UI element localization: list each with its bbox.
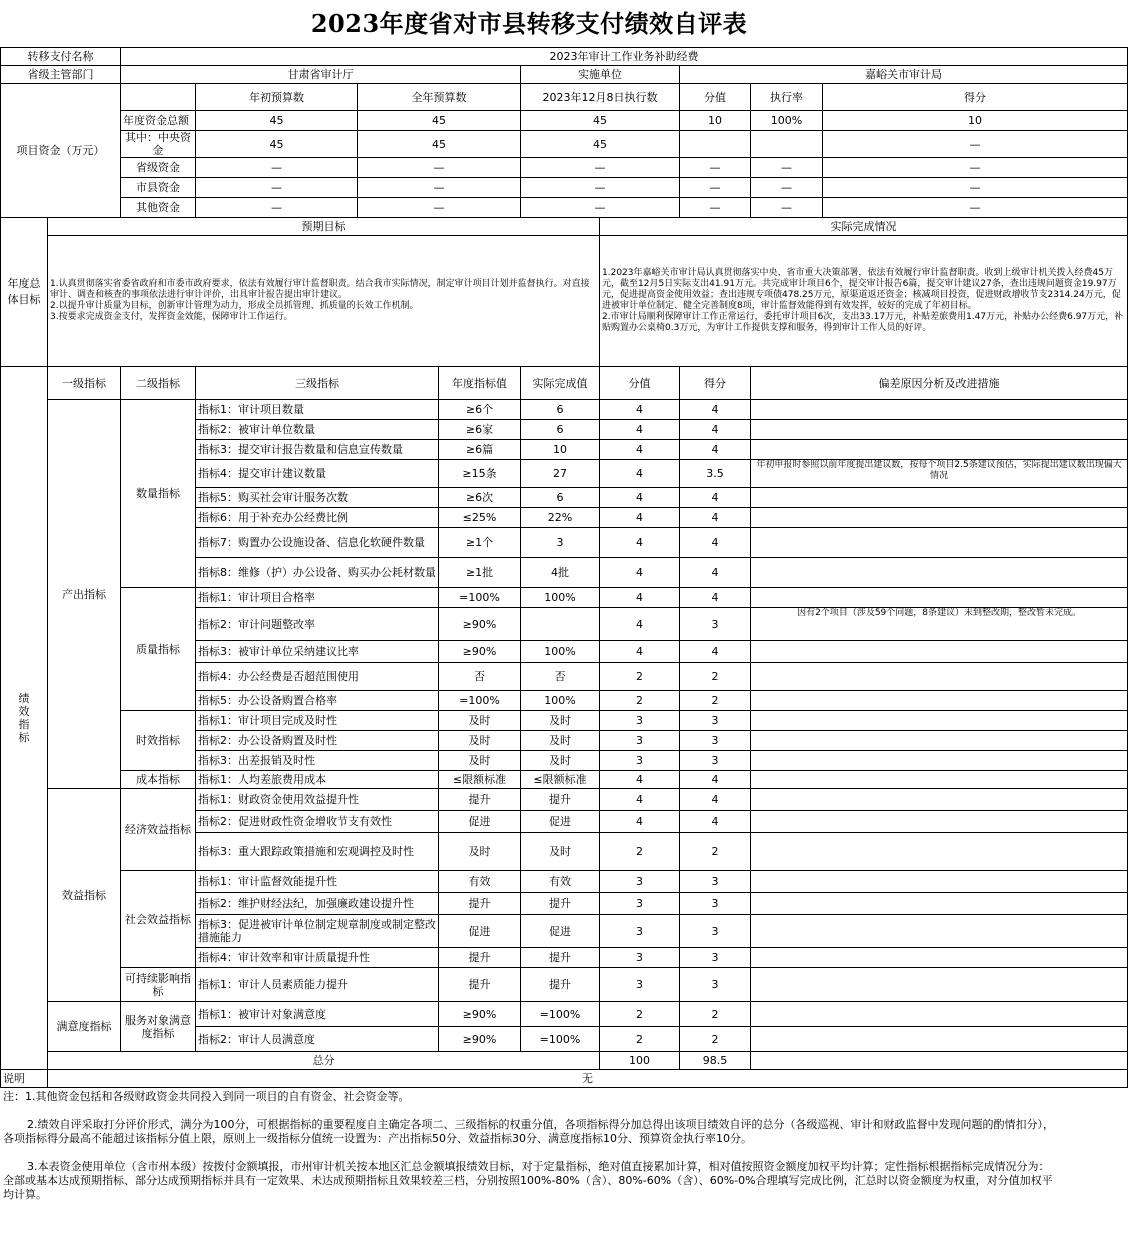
score-value: 4 — [680, 400, 751, 420]
actual-value: 100% — [521, 588, 600, 608]
funds-cell: 100% — [751, 111, 823, 131]
perf-col-header: 三级指标 — [196, 367, 439, 400]
note-line: 注：1.其他资金包括和各级财政资金共同投入到同一项目的自有资金、社会资金等。 — [3, 1090, 410, 1103]
score-value: 3 — [680, 871, 751, 893]
deviation-note — [751, 833, 1128, 871]
level3-indicator: 指标1：审计监督效能提升性 — [196, 871, 439, 893]
level3-indicator: 指标1：财政资金使用效益提升性 — [196, 789, 439, 811]
level2-indicator: 时效指标 — [121, 711, 196, 771]
perf-col-header: 实际完成值 — [521, 367, 600, 400]
indicator-row — [1, 588, 1128, 608]
perf-col-header: 一级指标 — [48, 367, 121, 400]
expected-goal-line: 2.以提升审计质量为目标，创新审计管理为动力，形成全员抓管理、抓质量的长效工作机制。 — [50, 301, 419, 311]
deviation-note — [751, 528, 1128, 558]
level3-indicator: 指标3：提交审计报告数量和信息宣传数量 — [196, 440, 439, 460]
actual-value: =100% — [521, 1027, 600, 1052]
target-value: 及时 — [439, 833, 521, 871]
program-value: 2023年审计工作业务补助经费 — [121, 48, 1128, 66]
target-value: 促进 — [439, 811, 521, 833]
funds-cell: 10 — [823, 111, 1128, 131]
actual-value: 4批 — [521, 558, 600, 588]
actual-value: 提升 — [521, 948, 600, 968]
level3-indicator: 指标6：用于补充办公经费比例 — [196, 508, 439, 528]
deviation-note: 因有2个项目（涉及59个问题，8条建议）未到整改期，整改暂未完成。 — [751, 608, 1128, 641]
deviation-note — [751, 871, 1128, 893]
funds-cell: — — [196, 178, 358, 198]
actual-value: ≤限额标准 — [521, 771, 600, 789]
dept-row — [1, 66, 1128, 84]
target-value: ≥6次 — [439, 488, 521, 508]
perf-label-text: 绩效指标 — [18, 692, 30, 744]
weight-value: 2 — [600, 663, 680, 691]
funds-col: 分值 — [680, 84, 751, 111]
perf-label — [1, 367, 48, 1070]
target-value: 及时 — [439, 751, 521, 771]
level3-indicator: 指标1：审计人员素质能力提升 — [196, 968, 439, 1002]
funds-cell: — — [751, 158, 823, 178]
level2-indicator: 经济效益指标 — [121, 789, 196, 871]
actual-value: 及时 — [521, 711, 600, 731]
score-value: 4 — [680, 588, 751, 608]
score-value: 2 — [680, 663, 751, 691]
funds-col: 执行率 — [751, 84, 823, 111]
deviation-note — [751, 731, 1128, 751]
level3-indicator: 指标4：审计效率和审计质量提升性 — [196, 948, 439, 968]
funds-cell: — — [823, 158, 1128, 178]
deviation-note — [751, 488, 1128, 508]
score-value: 3.5 — [680, 460, 751, 488]
notes-section — [0, 1088, 1058, 1204]
goals-header-row — [1, 218, 1128, 236]
note-line: 2.绩效自评采取打分评价形式，满分为100分，可根据指标的重要程度自主确定各项二、三级指标的权重分值，各项指标得分加总得出该项目绩效自评的总分（各级巡视、审计和财政监督中发现问题的酌情扣分），各项指标得分最高不能超过该指标分值上限，原则上一级指标分值统一设置为：产出指标50分、效益指标30分、满意度指标10分、预算资金执行率10分。 — [3, 1118, 1054, 1145]
funds-row — [1, 178, 1128, 198]
weight-value: 2 — [600, 833, 680, 871]
perf-col-header: 得分 — [680, 367, 751, 400]
level3-indicator: 指标7：购置办公设施设备、信息化软硬件数量 — [196, 528, 439, 558]
level3-indicator: 指标3：出差报销及时性 — [196, 751, 439, 771]
level3-indicator: 指标1：被审计对象满意度 — [196, 1002, 439, 1027]
level3-indicator: 指标2：审计人员满意度 — [196, 1027, 439, 1052]
target-value: 促进 — [439, 915, 521, 948]
score-value: 4 — [680, 508, 751, 528]
level3-indicator: 指标1：审计项目数量 — [196, 400, 439, 420]
deviation-note — [751, 811, 1128, 833]
actual-value: 提升 — [521, 893, 600, 915]
funds-cell: 10 — [680, 111, 751, 131]
score-value: 3 — [680, 893, 751, 915]
funds-cell: 45 — [521, 111, 680, 131]
weight-value: 3 — [600, 948, 680, 968]
funds-col: 全年预算数 — [358, 84, 521, 111]
total-label: 总分 — [48, 1052, 600, 1070]
level2-indicator: 质量指标 — [121, 588, 196, 711]
weight-value: 4 — [600, 460, 680, 488]
target-value: ≥90% — [439, 641, 521, 663]
weight-value: 2 — [600, 1027, 680, 1052]
level3-indicator: 指标1：审计项目完成及时性 — [196, 711, 439, 731]
level3-indicator: 指标5：购买社会审计服务次数 — [196, 488, 439, 508]
score-value: 3 — [680, 968, 751, 1002]
program-label: 转移支付名称 — [1, 48, 121, 66]
target-value: ≥6个 — [439, 400, 521, 420]
funds-cell: 45 — [521, 131, 680, 158]
level3-indicator: 指标4：提交审计建议数量 — [196, 460, 439, 488]
deviation-note — [751, 771, 1128, 789]
funds-cell: — — [751, 198, 823, 218]
target-value: ≥90% — [439, 1002, 521, 1027]
level2-indicator: 社会效益指标 — [121, 871, 196, 968]
actual-value: 22% — [521, 508, 600, 528]
funds-cell: — — [358, 198, 521, 218]
target-value: =100% — [439, 588, 521, 608]
funds-cell: — — [196, 198, 358, 218]
target-value: 提升 — [439, 968, 521, 1002]
deviation-note — [751, 968, 1128, 1002]
goals-body-row — [1, 236, 1128, 367]
target-value: ≤限额标准 — [439, 771, 521, 789]
target-value: ≥1个 — [439, 528, 521, 558]
weight-value: 3 — [600, 731, 680, 751]
deviation-note — [751, 588, 1128, 608]
level2-indicator: 成本指标 — [121, 771, 196, 789]
level3-indicator: 指标3：被审计单位采纳建议比率 — [196, 641, 439, 663]
level3-indicator: 指标2：促进财政性资金增收节支有效性 — [196, 811, 439, 833]
funds-cell: — — [751, 178, 823, 198]
funds-row-name: 省级资金 — [121, 158, 196, 178]
actual-value: 促进 — [521, 915, 600, 948]
level3-indicator: 指标4：办公经费是否超范围使用 — [196, 663, 439, 691]
program-row — [1, 48, 1128, 66]
indicator-row — [1, 771, 1128, 789]
level3-indicator: 指标3：促进被审计单位制定规章制度或制定整改措施能力 — [196, 915, 439, 948]
level3-indicator: 指标2：办公设备购置及时性 — [196, 731, 439, 751]
level3-indicator: 指标2：维护财经法纪，加强廉政建设提升性 — [196, 893, 439, 915]
target-value: 有效 — [439, 871, 521, 893]
funds-row — [1, 198, 1128, 218]
remark-row — [1, 1070, 1128, 1088]
indicator-row — [1, 968, 1128, 1002]
deviation-note — [751, 508, 1128, 528]
perf-col-header: 二级指标 — [121, 367, 196, 400]
perf-header-row — [1, 367, 1128, 400]
score-value: 3 — [680, 608, 751, 641]
deviation-note — [751, 751, 1128, 771]
indicator-row — [1, 400, 1128, 420]
weight-value: 4 — [600, 811, 680, 833]
actual-value: 6 — [521, 420, 600, 440]
deviation-note — [751, 893, 1128, 915]
indicator-row — [1, 711, 1128, 731]
score-value: 4 — [680, 789, 751, 811]
weight-value: 4 — [600, 641, 680, 663]
funds-row-name: 其中：中央资金 — [121, 131, 196, 158]
level1-indicator: 产出指标 — [48, 400, 121, 789]
score-value: 4 — [680, 558, 751, 588]
weight-value: 3 — [600, 893, 680, 915]
weight-value: 4 — [600, 528, 680, 558]
weight-value: 3 — [600, 968, 680, 1002]
deviation-note — [751, 691, 1128, 711]
score-value: 2 — [680, 1027, 751, 1052]
target-value: 提升 — [439, 789, 521, 811]
actual-value: 促进 — [521, 811, 600, 833]
score-value: 3 — [680, 731, 751, 751]
funds-cell: — — [823, 131, 1128, 158]
actual-value: 及时 — [521, 833, 600, 871]
level3-indicator: 指标8：维修（护）办公设备、购买办公耗材数量 — [196, 558, 439, 588]
target-value: ≥1批 — [439, 558, 521, 588]
target-value: ≤25% — [439, 508, 521, 528]
score-value: 4 — [680, 771, 751, 789]
remark-label: 说明 — [1, 1070, 48, 1088]
deviation-note — [751, 440, 1128, 460]
actual-goal-line: 1.2023年嘉峪关市审计局认真贯彻落实中央、省市重大决策部署，依法有效履行审计监督职责。收到上级审计机关拨入经费45万元，截至12月5日实际支出41.91万元。共完成审计项目6个，提交审计报告6篇，提交审计建议27条，查出违规问题资金19.97万元，促进提高资金使用效益；查出违规专项债478.25万元，原渠道返还资金；核减项目投资，促进财政增收节支2314.24万元，促进被审计单位制定、健全完善制度8项，审计监督效能得到有效发挥，较好的完成了年初目标。 — [602, 268, 1121, 311]
level1-indicator: 效益指标 — [48, 789, 121, 1002]
weight-value: 4 — [600, 789, 680, 811]
funds-cell: — — [358, 178, 521, 198]
target-value: 提升 — [439, 948, 521, 968]
weight-value: 2 — [600, 1002, 680, 1027]
funds-cell: — — [680, 198, 751, 218]
funds-cell: — — [680, 158, 751, 178]
deviation-note — [751, 558, 1128, 588]
perf-col-header: 年度指标值 — [439, 367, 521, 400]
funds-header-row — [1, 84, 1128, 111]
weight-value: 4 — [600, 400, 680, 420]
funds-cell: — — [823, 198, 1128, 218]
level1-indicator: 满意度指标 — [48, 1002, 121, 1052]
actual-value: 100% — [521, 641, 600, 663]
funds-row-name: 年度资金总额 — [121, 111, 196, 131]
target-value: ≥6篇 — [439, 440, 521, 460]
score-value: 4 — [680, 420, 751, 440]
funds-cell: — — [680, 178, 751, 198]
weight-value: 3 — [600, 915, 680, 948]
target-value: ≥90% — [439, 1027, 521, 1052]
actual-value: 提升 — [521, 968, 600, 1002]
level3-indicator: 指标5：办公设备购置合格率 — [196, 691, 439, 711]
weight-value: 4 — [600, 608, 680, 641]
weight-value: 4 — [600, 771, 680, 789]
score-value: 3 — [680, 948, 751, 968]
weight-value: 4 — [600, 508, 680, 528]
target-value: 及时 — [439, 731, 521, 751]
level2-indicator: 可持续影响指标 — [121, 968, 196, 1002]
funds-row-name: 其他资金 — [121, 198, 196, 218]
funds-row — [1, 158, 1128, 178]
score-value: 3 — [680, 915, 751, 948]
funds-cell: 45 — [196, 131, 358, 158]
funds-cell: — — [358, 158, 521, 178]
actual-value: 6 — [521, 400, 600, 420]
actual-value: 及时 — [521, 731, 600, 751]
actual-value: 27 — [521, 460, 600, 488]
target-value: 否 — [439, 663, 521, 691]
weight-value: 3 — [600, 711, 680, 731]
level2-indicator: 数量指标 — [121, 400, 196, 588]
score-value: 3 — [680, 751, 751, 771]
funds-cell — [751, 131, 823, 158]
funds-col: 年初预算数 — [196, 84, 358, 111]
total-score: 98.5 — [680, 1052, 751, 1070]
funds-col: 2023年12月8日执行数 — [521, 84, 680, 111]
actual-value: 否 — [521, 663, 600, 691]
score-value: 4 — [680, 440, 751, 460]
score-value: 2 — [680, 833, 751, 871]
funds-label: 项目资金（万元） — [1, 84, 121, 218]
level3-indicator: 指标1：人均差旅费用成本 — [196, 771, 439, 789]
deviation-note — [751, 420, 1128, 440]
deviation-note — [751, 663, 1128, 691]
score-value: 3 — [680, 711, 751, 731]
weight-value: 2 — [600, 691, 680, 711]
funds-row-name: 市县资金 — [121, 178, 196, 198]
dept-label: 省级主管部门 — [1, 66, 121, 84]
score-value: 4 — [680, 641, 751, 663]
weight-value: 4 — [600, 420, 680, 440]
deviation-note — [751, 915, 1128, 948]
perf-col-header: 分值 — [600, 367, 680, 400]
score-value: 2 — [680, 691, 751, 711]
actual-goal-line: 2.市审计局顺利保障审计工作正常运行，委托审计项目6次，支出33.17万元，补贴差旅费用1.47万元，补贴办公经费6.97万元，补贴购置办公桌椅0.3万元，为审计工作提供支撑和服务，得到审计工作人员的好评。 — [602, 312, 1124, 333]
impl-value: 嘉峪关市审计局 — [680, 66, 1128, 84]
expected-goal-line: 1.认真贯彻落实省委省政府和市委市政府要求，依法有效履行审计监督职责。结合我市实际情况，制定审计项目计划并监督执行。对直接审计、调查和核查的事项依法进行审计评价，出具审计报告提出审计建议。 — [50, 279, 590, 300]
actual-value — [521, 608, 600, 641]
total-empty — [751, 1052, 1128, 1070]
score-value: 2 — [680, 1002, 751, 1027]
funds-row — [1, 131, 1128, 158]
deviation-note — [751, 711, 1128, 731]
deviation-note — [751, 1002, 1128, 1027]
actual-value: 10 — [521, 440, 600, 460]
actual-value: 100% — [521, 691, 600, 711]
actual-value: 3 — [521, 528, 600, 558]
deviation-note — [751, 1027, 1128, 1052]
deviation-note: 年初申报时参照以前年度提出建议数，按每个项目2.5条建议预估，实际提出建议数出现偏大情况 — [751, 460, 1128, 488]
evaluation-table — [0, 47, 1128, 1088]
funds-cell: 45 — [196, 111, 358, 131]
deviation-note — [751, 789, 1128, 811]
score-value: 4 — [680, 811, 751, 833]
indicator-row — [1, 789, 1128, 811]
actual-value: 6 — [521, 488, 600, 508]
funds-cell: 45 — [358, 111, 521, 131]
weight-value: 4 — [600, 588, 680, 608]
actual-value: =100% — [521, 1002, 600, 1027]
target-value: ≥90% — [439, 608, 521, 641]
note-line: 3.本表资金使用单位（含市州本级）按拨付金额填报，市州审计机关按本地区汇总金额填报绩效目标，对于定量指标，绝对值直接累加计算，相对值按照资金额度加权平均计算；定性指标根据指标完成情况分为：全部或基本达成预期指标、部分达成预期指标并具有一定效果、未达成预期指标且效果较差三档，分别按照100%-80%（含）、80%-60%（含）、60%-0%合理填写完成比例，汇总时以资金额度为权重，对分值加权平均计算。 — [3, 1160, 1053, 1201]
indicator-row — [1, 1002, 1128, 1027]
total-row — [1, 1052, 1128, 1070]
level3-indicator: 指标2：被审计单位数量 — [196, 420, 439, 440]
target-value: 及时 — [439, 711, 521, 731]
funds-col: 得分 — [823, 84, 1128, 111]
funds-cell: — — [823, 178, 1128, 198]
actual-value: 及时 — [521, 751, 600, 771]
score-value: 4 — [680, 528, 751, 558]
level3-indicator: 指标3：重大跟踪政策措施和宏观调控及时性 — [196, 833, 439, 871]
weight-value: 4 — [600, 440, 680, 460]
weight-value: 3 — [600, 751, 680, 771]
actual-value: 有效 — [521, 871, 600, 893]
funds-cell: — — [521, 158, 680, 178]
target-value: 提升 — [439, 893, 521, 915]
level2-indicator: 服务对象满意度指标 — [121, 1002, 196, 1052]
impl-label: 实施单位 — [521, 66, 680, 84]
indicator-row — [1, 871, 1128, 893]
weight-value: 4 — [600, 558, 680, 588]
actual-goals-text — [600, 236, 1128, 367]
funds-cell: — — [196, 158, 358, 178]
deviation-note — [751, 400, 1128, 420]
dept-value: 甘肃省审计厅 — [121, 66, 521, 84]
score-value: 4 — [680, 488, 751, 508]
actual-goals-header: 实际完成情况 — [600, 218, 1128, 236]
weight-value: 4 — [600, 488, 680, 508]
page-title: 2023年度省对市县转移支付绩效自评表 — [310, 9, 748, 38]
funds-cell: 45 — [358, 131, 521, 158]
funds-cell: — — [521, 178, 680, 198]
goals-label: 年度总体目标 — [1, 218, 48, 367]
funds-cell — [680, 131, 751, 158]
expected-goal-line: 3.按要求完成资金支付，发挥资金效能，保障审计工作运行。 — [50, 312, 293, 322]
deviation-note — [751, 641, 1128, 663]
funds-cell: — — [521, 198, 680, 218]
level3-indicator: 指标2：审计问题整改率 — [196, 608, 439, 641]
weight-value: 3 — [600, 871, 680, 893]
target-value: =100% — [439, 691, 521, 711]
expected-goals-header: 预期目标 — [48, 218, 600, 236]
funds-row — [1, 111, 1128, 131]
target-value: ≥15条 — [439, 460, 521, 488]
target-value: ≥6家 — [439, 420, 521, 440]
level3-indicator: 指标1：审计项目合格率 — [196, 588, 439, 608]
actual-value: 提升 — [521, 789, 600, 811]
remark-value: 无 — [48, 1070, 1128, 1088]
expected-goals-text — [48, 236, 600, 367]
total-weight: 100 — [600, 1052, 680, 1070]
perf-col-header: 偏差原因分析及改进措施 — [751, 367, 1128, 400]
deviation-note — [751, 948, 1128, 968]
